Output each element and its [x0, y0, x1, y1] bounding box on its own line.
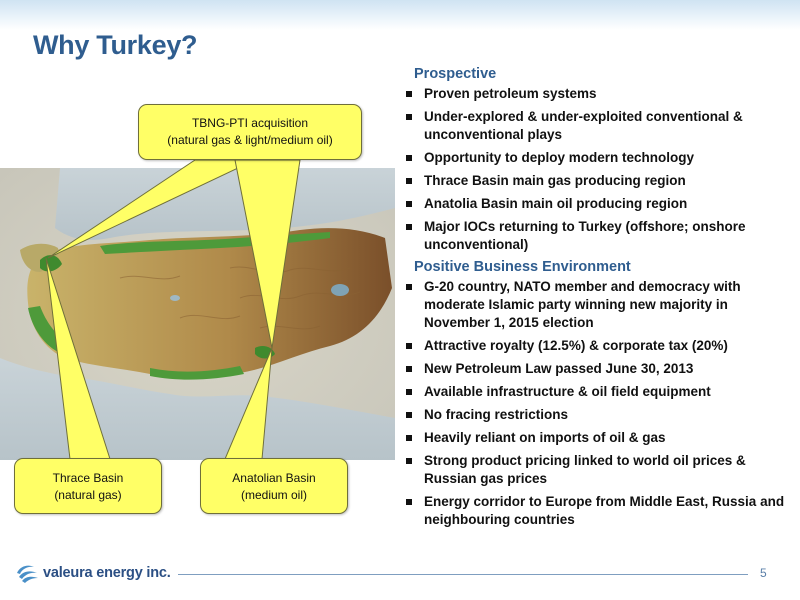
callout-anatolia-line2: (medium oil): [240, 488, 307, 502]
pointer-thrace: [46, 258, 110, 459]
page-title: Why Turkey?: [33, 30, 198, 60]
bullet-square-icon: [406, 343, 412, 349]
bullet-square-icon: [406, 412, 412, 418]
bullet-square-icon: [406, 224, 412, 230]
list-item: Thrace Basin main gas producing region: [400, 172, 790, 190]
list-item: Attractive royalty (12.5%) & corporate tax (20%): [400, 337, 790, 355]
bullet-square-icon: [406, 155, 412, 161]
callout-thrace-basin: [14, 458, 162, 514]
business-heading: Positive Business Environment: [414, 259, 631, 275]
list-item: Strong product pricing linked to world oil prices & Russian gas prices: [400, 452, 790, 488]
list-item: G-20 country, NATO member and democracy with moderate Islamic party winning new majority in November 1, 2015 election: [400, 278, 790, 332]
bullet-square-icon: [406, 435, 412, 441]
logo-text: valeura energy inc.: [43, 565, 171, 581]
pointer-anatolia: [225, 348, 272, 459]
callout-tbng-line1: TBNG-PTI acquisition: [191, 116, 309, 130]
bullet-square-icon: [406, 389, 412, 395]
list-item: No fracing restrictions: [400, 406, 790, 424]
list-item: Heavily reliant on imports of oil & gas: [400, 429, 790, 447]
bullet-square-icon: [406, 114, 412, 120]
callout-tbng-line2: (natural gas & light/medium oil): [167, 133, 333, 147]
list-item: New Petroleum Law passed June 30, 2013: [400, 360, 790, 378]
valeura-swirl-icon: [14, 562, 40, 584]
callout-anatolia-line1: Anatolian Basin: [232, 471, 316, 485]
pointer-top-to-thrace: [48, 160, 255, 258]
bullet-panel: [400, 66, 790, 534]
prospective-list: [400, 85, 790, 254]
list-item: Under-explored & under-exploited conventional & unconventional plays: [400, 108, 790, 144]
list-item: Available infrastructure & oil field equipment: [400, 383, 790, 401]
bullet-square-icon: [406, 178, 412, 184]
bullet-square-icon: [406, 499, 412, 505]
list-item: Proven petroleum systems: [400, 85, 790, 103]
list-item: Major IOCs returning to Turkey (offshore; onshore unconventional): [400, 218, 790, 254]
page-number: 5: [760, 566, 767, 580]
bullet-square-icon: [406, 91, 412, 97]
prospective-heading: Prospective: [414, 66, 497, 82]
bullet-square-icon: [406, 458, 412, 464]
list-item: Energy corridor to Europe from Middle East, Russia and neighbouring countries: [400, 493, 790, 529]
valeura-logo: [14, 562, 171, 584]
bullet-square-icon: [406, 284, 412, 290]
bullet-square-icon: [406, 366, 412, 372]
business-list: [400, 278, 790, 529]
list-item: Anatolia Basin main oil producing region: [400, 195, 790, 213]
callout-thrace-line1: Thrace Basin: [52, 471, 124, 485]
callout-tbng-pti: [138, 104, 362, 160]
callout-anatolian-basin: [200, 458, 348, 514]
callout-thrace-line2: (natural gas): [54, 488, 122, 502]
list-item: Opportunity to deploy modern technology: [400, 149, 790, 167]
footer-divider: [178, 574, 748, 575]
bullet-square-icon: [406, 201, 412, 207]
pointer-top-to-anatolia: [235, 160, 300, 348]
